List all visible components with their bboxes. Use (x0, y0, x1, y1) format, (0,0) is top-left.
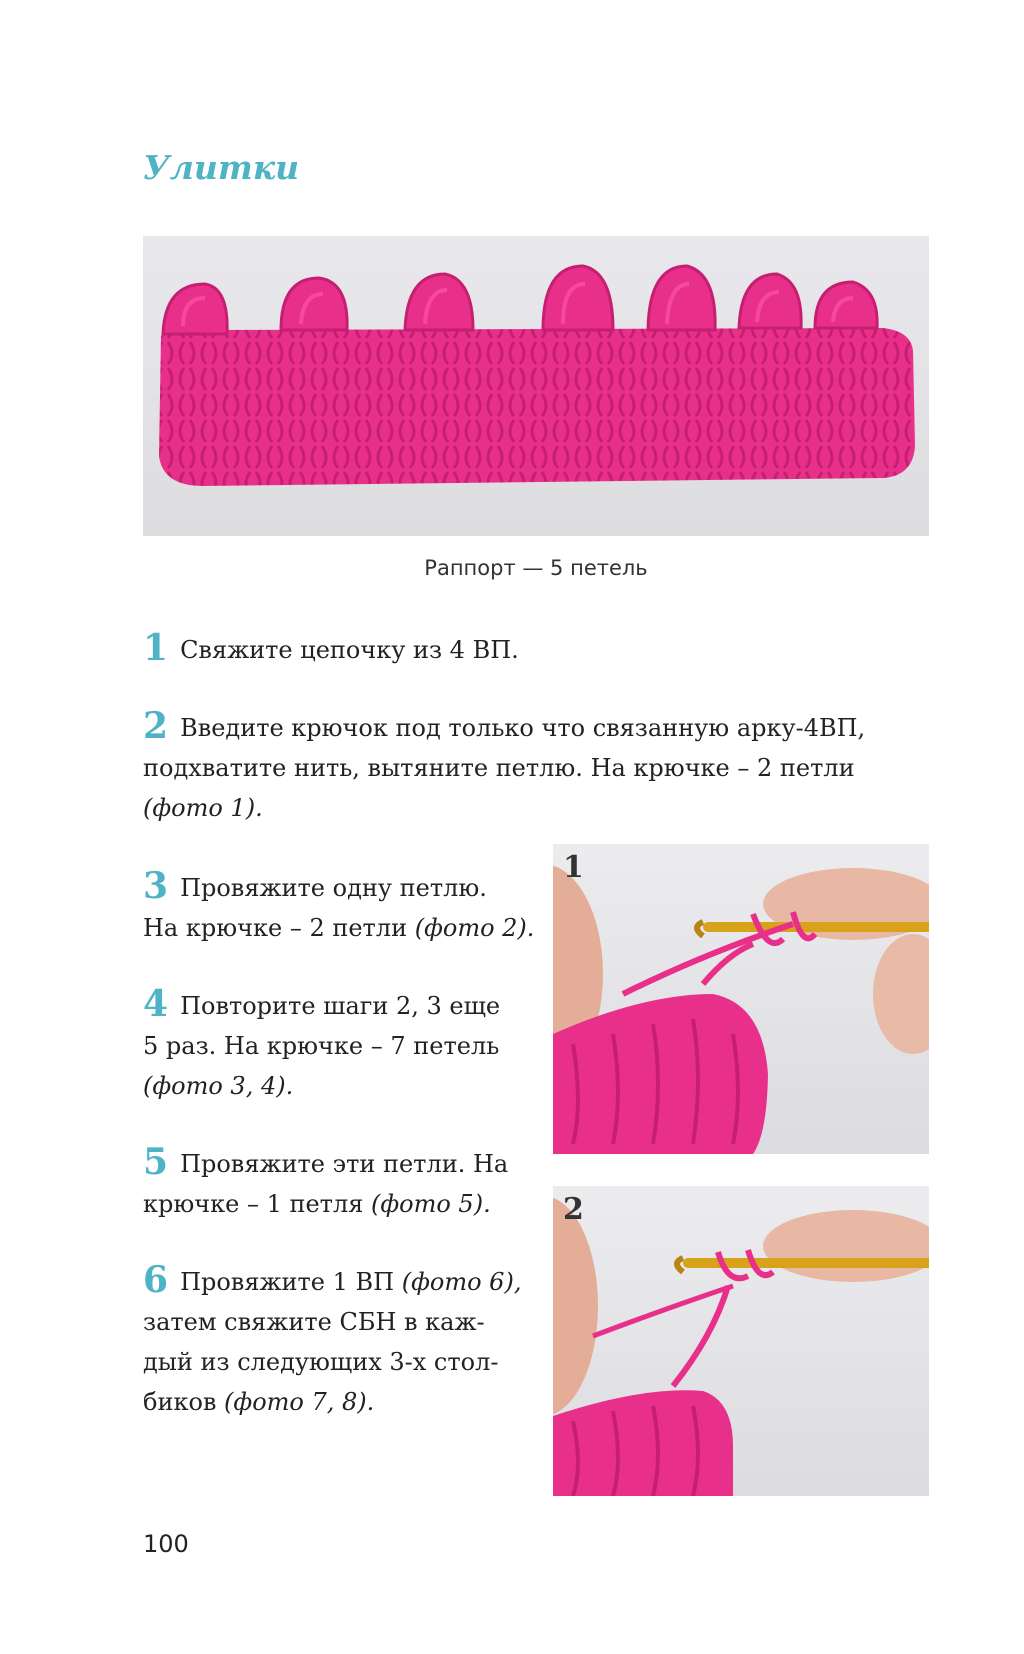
step-text: На крючке – 2 петли (143, 914, 408, 942)
step-text: биков (143, 1388, 217, 1416)
step-text: Провяжите одну петлю. (180, 874, 487, 902)
step-6 (143, 1260, 521, 1422)
step-number: 6 (143, 1259, 169, 1301)
step-text: Провяжите эти петли. На (180, 1150, 509, 1178)
step-5 (143, 1142, 508, 1224)
step-number: 2 (143, 705, 169, 747)
step-number: 3 (143, 865, 169, 907)
crochet-edging-image (143, 236, 929, 536)
photo-number: 1 (563, 850, 584, 885)
step-text: Провяжите 1 ВП (180, 1268, 395, 1296)
page-title: Улитки (143, 148, 300, 187)
step-text: Повторите шаги 2, 3 еще (180, 992, 501, 1020)
crochet-step-image (553, 1186, 929, 1496)
step-1 (143, 628, 519, 670)
photo-reference: (фото 3, 4). (143, 1072, 294, 1100)
step-photo-2 (553, 1186, 929, 1496)
step-4 (143, 984, 500, 1106)
step-text: затем свяжите СБН в каж- (143, 1308, 485, 1336)
hero-caption: Раппорт — 5 петель (424, 556, 648, 580)
step-number: 5 (143, 1141, 169, 1183)
step-2 (143, 706, 929, 828)
step-text: 5 раз. На крючке – 7 петель (143, 1032, 500, 1060)
step-number: 4 (143, 983, 169, 1025)
step-text: крючке – 1 петля (143, 1190, 364, 1218)
step-text: Свяжите цепочку из 4 ВП. (180, 636, 519, 664)
page-number: 100 (143, 1530, 189, 1558)
photo-reference: (фото 6), (401, 1268, 522, 1296)
step-photo-1 (553, 844, 929, 1154)
photo-reference: (фото 5). (371, 1190, 491, 1218)
photo-number: 2 (563, 1192, 584, 1227)
hero-photo (143, 236, 929, 536)
step-text: Введите крючок под только что связанную арку-4ВП, подхватите нить, вытяните петлю. На крючке – 2 петли (143, 714, 866, 782)
photo-reference: (фото 1). (143, 794, 263, 822)
step-number: 1 (143, 627, 169, 669)
photo-reference: (фото 2). (414, 914, 535, 942)
photo-reference: (фото 7, 8). (224, 1388, 375, 1416)
crochet-step-image (553, 844, 929, 1154)
step-text: дый из следующих 3-х стол- (143, 1348, 499, 1376)
step-3 (143, 866, 534, 948)
